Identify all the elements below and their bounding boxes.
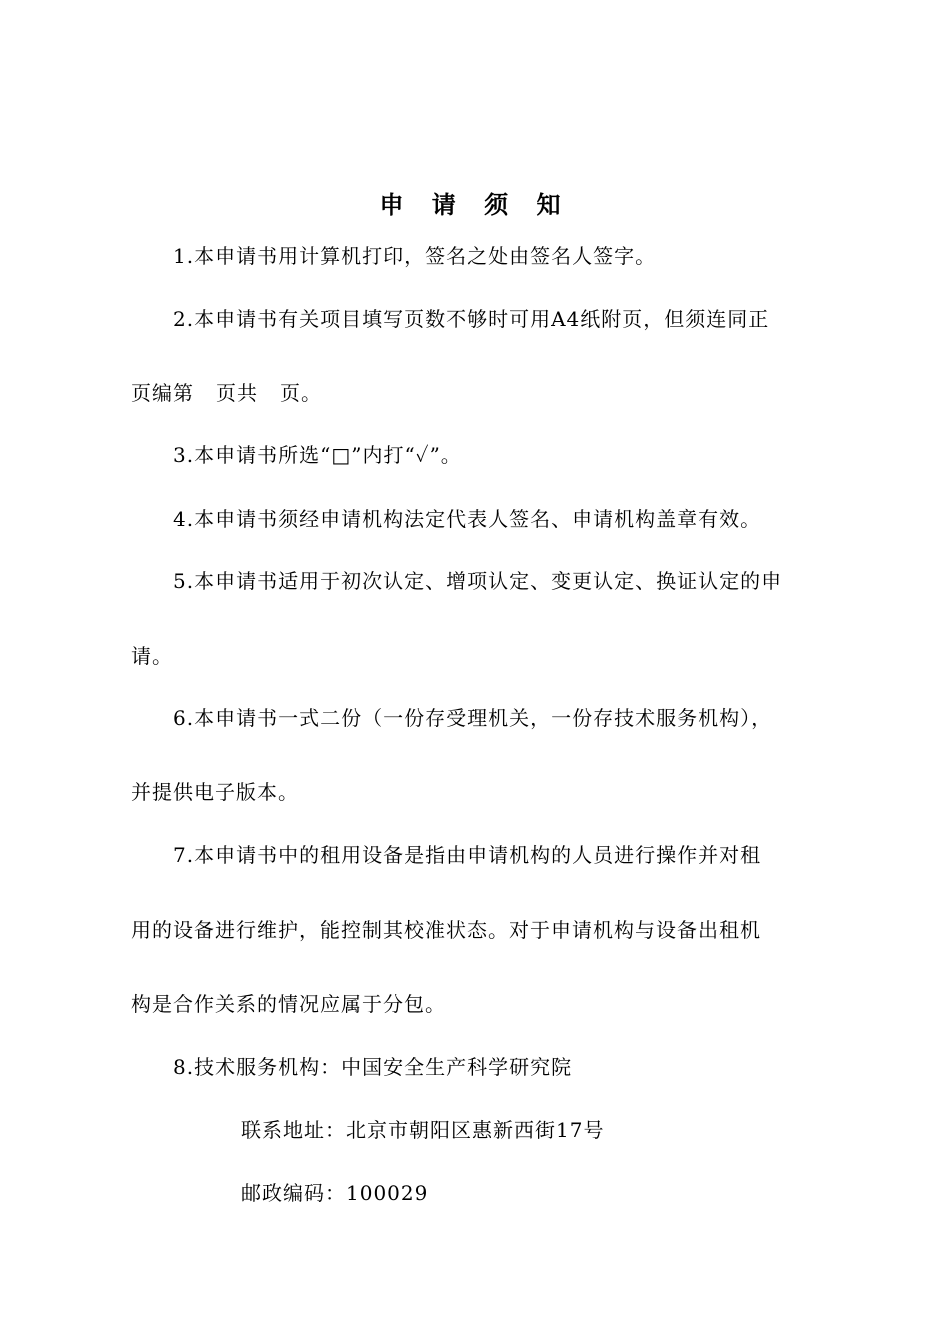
item-number: 4. [173, 507, 195, 531]
item-text: 本申请书中的租用设备是指由申请机构的人员进行操作并对租 [194, 843, 762, 867]
postcode-value: 100029 [346, 1181, 429, 1205]
page-total-label: 页共 [216, 381, 258, 405]
address-value: 北京市朝阳区惠新西街17号 [346, 1118, 605, 1142]
contact-address [241, 1116, 604, 1144]
item-6-continuation: 并提供电子版本。 [131, 780, 299, 804]
item-7 [173, 841, 761, 869]
item-number: 2. [173, 307, 195, 331]
item-6 [173, 704, 772, 732]
item-number: 8. [173, 1055, 195, 1079]
item-4 [173, 505, 761, 533]
item-text: 技术服务机构：中国安全生产科学研究院 [194, 1055, 573, 1079]
postcode-label: 邮政编码： [241, 1181, 346, 1205]
item-7-continuation-2: 构是合作关系的情况应属于分包。 [131, 992, 446, 1016]
item-number: 3. [173, 443, 195, 467]
page-suffix: 页。 [280, 381, 322, 405]
item-number: 6. [173, 706, 195, 730]
address-label: 联系地址： [241, 1118, 346, 1142]
notice-title: 申 请 须 知 [379, 190, 571, 219]
item-5 [173, 567, 782, 595]
item-text: 本申请书有关项目填写页数不够时可用A4纸附页，但须连同正 [194, 307, 770, 331]
page-number-label: 页编第 [131, 381, 194, 405]
item-number: 7. [173, 843, 195, 867]
item-text: 本申请书所选“□”内打“✓”。 [194, 443, 462, 467]
item-5-continuation: 请。 [131, 644, 173, 668]
contact-postcode [241, 1179, 428, 1207]
item-3 [173, 441, 462, 469]
item-7-continuation-1: 用的设备进行维护，能控制其校准状态。对于申请机构与设备出租机 [131, 918, 761, 942]
item-1 [173, 242, 656, 270]
item-2 [173, 305, 769, 333]
item-text: 本申请书适用于初次认定、增项认定、变更认定、换证认定的申 [194, 569, 783, 593]
item-8 [173, 1053, 572, 1081]
item-number: 5. [173, 569, 195, 593]
item-text: 本申请书须经申请机构法定代表人签名、申请机构盖章有效。 [194, 507, 762, 531]
item-text: 本申请书一式二份（一份存受理机关，一份存技术服务机构）， [194, 706, 773, 730]
item-2-continuation [131, 379, 322, 407]
item-number: 1. [173, 244, 195, 268]
item-text: 本申请书用计算机打印，签名之处由签名人签字。 [194, 244, 657, 268]
